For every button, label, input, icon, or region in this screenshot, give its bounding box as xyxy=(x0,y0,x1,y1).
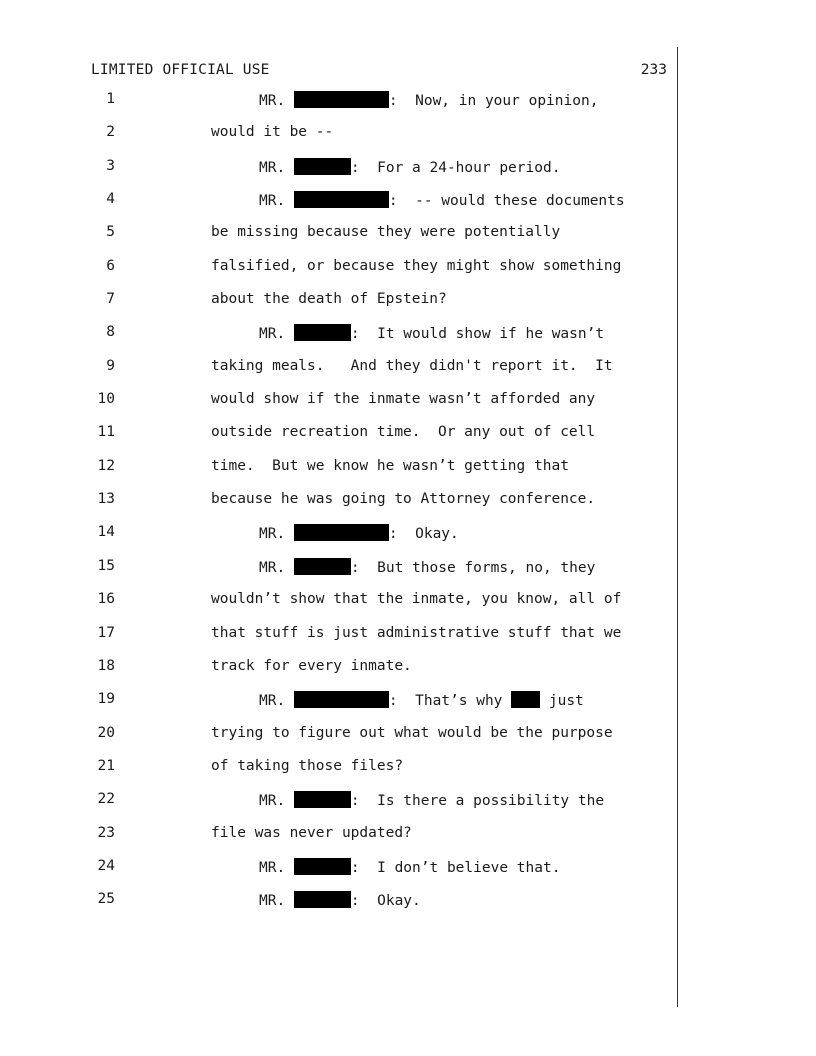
line-text: track for every inmate. xyxy=(211,657,412,674)
page-number: 233 xyxy=(640,62,667,78)
transcript-line xyxy=(0,658,680,691)
speaker-line xyxy=(259,524,459,542)
speech-text: : For a 24-hour period. xyxy=(350,159,561,176)
speech-text: : It would show if he wasn’t xyxy=(350,326,605,343)
transcript-line xyxy=(0,124,680,157)
transcript-line xyxy=(0,91,680,124)
line-number: 9 xyxy=(106,357,115,374)
transcript-line xyxy=(0,691,680,724)
transcript-line xyxy=(0,725,680,758)
speaker-line xyxy=(259,891,421,909)
line-number: 3 xyxy=(106,157,115,174)
line-number: 18 xyxy=(97,657,115,674)
line-number: 24 xyxy=(97,857,115,874)
speech-text: : I don’t believe that. xyxy=(350,859,561,876)
line-text: about the death of Epstein? xyxy=(211,291,447,308)
line-number: 2 xyxy=(106,124,115,141)
transcript-line xyxy=(0,825,680,858)
redaction-box xyxy=(294,324,351,341)
speaker-line xyxy=(259,91,598,109)
redaction-box xyxy=(294,791,351,808)
line-text: taking meals. And they didn't report it. It xyxy=(211,357,613,374)
transcript-line xyxy=(0,491,680,524)
redaction-box xyxy=(294,558,351,575)
line-number: 16 xyxy=(97,591,115,608)
speaker-prefix: MR. xyxy=(259,93,294,109)
line-number: 20 xyxy=(97,724,115,741)
speaker-line xyxy=(259,691,584,709)
transcript-line xyxy=(0,458,680,491)
speech-text: : Is there a possibility the xyxy=(350,793,605,810)
transcript-body xyxy=(0,91,680,925)
speech-text: : Now, in your opinion, xyxy=(388,93,599,109)
line-text: outside recreation time. Or any out of cell xyxy=(211,424,596,441)
speaker-prefix: MR. xyxy=(259,693,294,710)
line-text: be missing because they were potentially xyxy=(211,224,561,241)
transcript-line xyxy=(0,224,680,257)
redaction-box xyxy=(294,91,389,108)
speech-text: just xyxy=(540,693,584,710)
line-number: 11 xyxy=(97,424,115,441)
speech-text: : -- would these documents xyxy=(388,193,625,210)
line-number: 6 xyxy=(106,257,115,274)
speaker-prefix: MR. xyxy=(259,793,294,810)
line-text: because he was going to Attorney conference. xyxy=(211,491,596,508)
line-number: 13 xyxy=(97,491,115,508)
line-number: 10 xyxy=(97,391,115,408)
line-number: 12 xyxy=(97,457,115,474)
line-number: 19 xyxy=(97,691,115,708)
transcript-line xyxy=(0,324,680,357)
line-number: 8 xyxy=(106,324,115,341)
line-number: 1 xyxy=(106,91,115,107)
speaker-prefix: MR. xyxy=(259,159,294,176)
line-number: 14 xyxy=(97,524,115,541)
line-text: trying to figure out what would be the purpose xyxy=(211,724,613,741)
speaker-line xyxy=(259,858,560,876)
line-number: 21 xyxy=(97,757,115,774)
line-number: 5 xyxy=(106,224,115,241)
speaker-prefix: MR. xyxy=(259,893,294,910)
line-text: wouldn’t show that the inmate, you know, all of xyxy=(211,591,622,608)
redaction-box xyxy=(511,691,540,708)
speech-text: : But those forms, no, they xyxy=(350,559,596,576)
line-number: 22 xyxy=(97,791,115,808)
transcript-line xyxy=(0,358,680,391)
speech-text: : Okay. xyxy=(388,526,459,543)
transcript-line xyxy=(0,791,680,824)
speaker-line xyxy=(259,791,604,809)
transcript-line xyxy=(0,858,680,891)
line-text: time. But we know he wasn’t getting that xyxy=(211,457,569,474)
transcript-line xyxy=(0,158,680,191)
line-text: falsified, or because they might show something xyxy=(211,257,622,274)
speech-text: : That’s why xyxy=(388,693,512,710)
redaction-box xyxy=(294,891,351,908)
speaker-line xyxy=(259,558,595,576)
line-text: would show if the inmate wasn’t afforded any xyxy=(211,391,596,408)
line-number: 15 xyxy=(97,557,115,574)
transcript-line xyxy=(0,391,680,424)
line-number: 7 xyxy=(106,291,115,308)
line-text: file was never updated? xyxy=(211,824,412,841)
redaction-box xyxy=(294,858,351,875)
speaker-line xyxy=(259,191,625,209)
classification-header: LIMITED OFFICIAL USE xyxy=(91,62,270,78)
transcript-line xyxy=(0,191,680,224)
line-number: 25 xyxy=(97,891,115,908)
redaction-box xyxy=(294,191,389,208)
speaker-prefix: MR. xyxy=(259,526,294,543)
transcript-line xyxy=(0,558,680,591)
line-number: 23 xyxy=(97,824,115,841)
line-text: would it be -- xyxy=(211,124,334,141)
speaker-line xyxy=(259,324,604,342)
redaction-box xyxy=(294,524,389,541)
line-text: of taking those files? xyxy=(211,757,404,774)
line-number: 17 xyxy=(97,624,115,641)
transcript-line xyxy=(0,258,680,291)
transcript-line xyxy=(0,424,680,457)
transcript-line xyxy=(0,891,680,924)
transcript-line xyxy=(0,524,680,557)
transcript-line xyxy=(0,291,680,324)
transcript-line xyxy=(0,591,680,624)
transcript-line xyxy=(0,758,680,791)
transcript-line xyxy=(0,625,680,658)
speaker-prefix: MR. xyxy=(259,326,294,343)
line-text: that stuff is just administrative stuff that we xyxy=(211,624,622,641)
speaker-prefix: MR. xyxy=(259,859,294,876)
speaker-prefix: MR. xyxy=(259,193,294,210)
redaction-box xyxy=(294,691,389,708)
speech-text: : Okay. xyxy=(350,893,421,910)
redaction-box xyxy=(294,158,351,175)
speaker-line xyxy=(259,158,560,176)
line-number: 4 xyxy=(106,191,115,208)
speaker-prefix: MR. xyxy=(259,559,294,576)
